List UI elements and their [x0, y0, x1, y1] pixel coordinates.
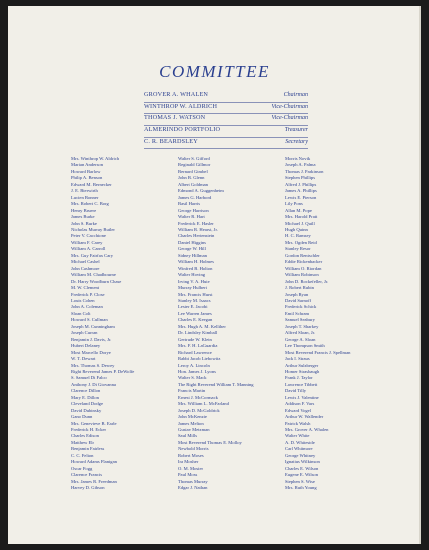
member-name: Basil Harris — [178, 201, 201, 207]
member-name: M. W. Clement — [71, 285, 100, 291]
member-name: Joseph A. Palma — [285, 162, 316, 168]
member-name: Mrs. James R. Freedman — [71, 478, 117, 484]
member-name: Most Reverend Francis J. Spellman — [285, 349, 351, 355]
member-name: Leroy A. Lincoln — [178, 362, 210, 368]
officer-role: Secretary — [285, 138, 308, 145]
member-name: Homer Strasbaugh — [285, 368, 320, 374]
member-name: Gordon Rentschler — [285, 252, 320, 258]
member-name: Walter Hoving — [178, 272, 206, 278]
member-name: Thomas Murray — [178, 478, 208, 484]
officer-row — [144, 103, 308, 115]
member-name: Right Reverend James P. DeWolfe — [71, 368, 135, 374]
member-name: Dr. Lindsley Kimball — [178, 330, 218, 336]
officer-row — [144, 126, 308, 138]
member-name: Thomas J. Parkinson — [285, 168, 324, 174]
member-name: Jack I. Straus — [285, 356, 310, 362]
member-name: George A. Sloan — [285, 336, 316, 342]
member-name: Most Reverend Thomas E. Molloy — [178, 439, 242, 445]
member-name: Harvey D. Gibson — [71, 485, 105, 491]
member-name: Francis Martin — [178, 388, 206, 394]
members-column-2 — [178, 156, 298, 492]
member-name: George Harrison — [178, 207, 209, 213]
member-name: Hugh Quinn — [285, 226, 308, 232]
member-name: Walter S. Gifford — [178, 156, 210, 161]
member-name: S. Samuel Di Falco — [71, 375, 107, 381]
member-name: Oscar Fogg — [71, 465, 93, 471]
member-name: H. C. Ramsey — [285, 233, 311, 239]
member-name: Frederick P. Close — [71, 291, 105, 297]
member-name: O. M. Mosier — [178, 465, 204, 471]
member-name: Howard Barlow — [71, 168, 101, 174]
officer-name: C. R. BEARDSLEY — [144, 137, 198, 145]
member-name: Mrs. Francis Hurst — [178, 291, 213, 297]
member-name: Charles Hertenstein — [178, 233, 215, 239]
member-name: A. D. Whiteside — [285, 439, 315, 445]
member-name: Mrs. Hugh A. M. Kelliher — [178, 323, 226, 329]
member-name: Allan M. Pope — [285, 207, 312, 213]
member-name: David Sarnoff — [285, 297, 312, 303]
member-name: Mrs. Thomas S. Dewey — [71, 362, 115, 368]
member-name: Lee Thompson Smith — [285, 343, 325, 349]
member-name: Michael J. Quill — [285, 220, 315, 226]
member-name: Gustav Metzman — [178, 427, 210, 433]
member-name: Mrs. Winthrop W. Aldrich — [71, 156, 120, 161]
member-name: George W. Hill — [178, 246, 206, 252]
member-name: Charles E. Keegan — [178, 317, 213, 323]
member-name: Philip A. Benson — [71, 175, 103, 181]
member-name: William R. Hearst, Jr. — [178, 226, 218, 232]
member-name: Arthur W. Wallender — [285, 414, 324, 420]
member-name: Clarence Dillon — [71, 388, 101, 394]
officer-name: GROVER A. WHALEN — [144, 91, 209, 98]
member-name: Sloan Colt — [71, 310, 91, 316]
members-column-1 — [71, 156, 191, 492]
members-column-3 — [285, 156, 405, 492]
member-name: Dr. Harry Woodburn Chase — [71, 278, 122, 284]
member-name: Alfred Sloan, Jr. — [285, 330, 316, 336]
member-name: Matthew Elr — [71, 439, 95, 445]
member-name: Henry Bruere — [71, 207, 97, 213]
member-name: J. Robert Rubin — [285, 285, 314, 291]
member-name: Morris Novik — [285, 156, 311, 161]
member-name: Stanley M. Isaacs — [178, 297, 211, 303]
member-name: Mrs. Genevieve B. Earle — [71, 420, 117, 426]
member-name: Rabbi Jacob Liebowitz — [178, 356, 221, 362]
officer-row — [144, 138, 308, 150]
officer-name: ALMERINDO PORTFOLIO — [144, 126, 221, 134]
member-name: Anthony J. Di Giovanna — [71, 381, 116, 387]
member-name: Ignatius Wilkinson — [285, 459, 320, 465]
member-name: Saul Mills — [178, 433, 198, 439]
member-name: Irving V. A. Huie — [178, 278, 210, 284]
member-name: William A. Carroll — [71, 246, 106, 252]
member-name: Sidney Hillman — [178, 252, 207, 258]
member-name: Frederick Schick — [285, 304, 317, 310]
member-name: Eugene E. Wilson — [285, 472, 319, 478]
member-name: John S. Burke — [71, 220, 97, 226]
member-name: Cleveland Dodge — [71, 401, 104, 407]
member-name: The Right Reverend William T. Manning — [178, 381, 254, 387]
member-name: Winfred B. Holton — [178, 265, 213, 271]
member-name: Frederick H. Ecker — [71, 427, 107, 433]
member-name: John B. Glenn — [178, 175, 205, 181]
member-name: Louis Cohen — [71, 297, 95, 303]
member-name: J. E. Bierwirth — [71, 188, 98, 194]
member-name: Howard Adams Flanigan — [71, 459, 117, 465]
member-name: Walter S. Mack — [178, 375, 207, 381]
member-name: Gertrude W. Klein — [178, 336, 212, 342]
member-name: Charles Edison — [71, 433, 99, 439]
member-name: Gano Dunn — [71, 414, 93, 420]
member-name: Robert Moses — [178, 452, 204, 458]
member-name: Mary E. Dillon — [71, 394, 99, 400]
member-name: Arthur Sulzberger — [285, 362, 319, 368]
member-name: Benjamin Fairless — [71, 446, 105, 452]
member-name: Most Marcello Dorye — [71, 349, 111, 355]
member-name: Hon. James J. Lyons — [178, 368, 216, 374]
member-name: Joseph Ryan — [285, 291, 309, 297]
member-name: Howard S. Cullman — [71, 317, 108, 323]
officer-name: WINTHROP W. ALDRICH — [144, 102, 218, 110]
member-name: Marian Anderson — [71, 162, 104, 168]
member-name: Samuel Seabury — [285, 317, 315, 323]
member-name: Newbold Morris — [178, 446, 209, 452]
officers-list — [144, 91, 308, 149]
member-name: Mrs. Guy Fairfax Cary — [71, 252, 114, 258]
member-name: Charles E. Wilson — [285, 465, 319, 471]
member-name: Peter V. Cacchione — [71, 233, 106, 239]
officer-role: Vice-Chairman — [271, 103, 308, 110]
member-name: Albert Goldman — [178, 181, 208, 187]
member-name: W. T. Dewart — [71, 356, 96, 362]
member-name: Lucien Bonner — [71, 194, 99, 200]
member-name: Eddie Rickenbacker — [285, 259, 323, 265]
member-name: Mrs. F. H. LaGuardia — [178, 343, 218, 349]
officer-role: Vice-Chairman — [271, 115, 308, 122]
member-name: John Cashmore — [71, 265, 100, 271]
member-name: John McKenzie — [178, 414, 207, 420]
member-name: Hubert Delaney — [71, 343, 101, 349]
member-name: Lily Pons — [285, 201, 303, 207]
member-name: Edward M. Bernecker — [71, 181, 112, 187]
member-name: William Robinson — [285, 272, 319, 278]
member-name: Mrs. Grover A. Whalen — [285, 427, 329, 433]
member-name: James Burke — [71, 214, 95, 220]
committee-heading: COMMITTEE — [159, 62, 270, 81]
member-name: David Dubinsky — [71, 407, 102, 413]
member-name: William F. Carey — [71, 239, 103, 245]
member-name: James Melton — [178, 420, 204, 426]
member-name: Mrs. Ruth Young — [285, 485, 317, 491]
member-name: Clarence Francis — [71, 472, 102, 478]
member-name: Walter R. Hart — [178, 214, 205, 220]
member-name: William O. Riordan — [285, 265, 322, 271]
member-name: Mrs. Ogden Reid — [285, 239, 317, 245]
member-name: Ira Mosher — [178, 459, 199, 465]
member-name: Edward Vogel — [285, 407, 311, 413]
officer-row — [144, 114, 308, 126]
member-name: Bernard Gimbel — [178, 168, 208, 174]
page-edge — [419, 6, 421, 544]
member-name: Addison F. Vars — [285, 401, 315, 407]
member-name: Joseph D. McGoldrick — [178, 407, 220, 413]
member-name: Reginald Gillmor — [178, 162, 211, 168]
member-name: James G. Harbord — [178, 194, 212, 200]
member-name: Nicholas Murray Butler — [71, 226, 115, 232]
member-name: C. C. Felton — [71, 452, 94, 458]
member-name: George Whitney — [285, 452, 316, 458]
officer-name: THOMAS J. WATSON — [144, 114, 206, 122]
officer-row — [144, 91, 308, 103]
member-name: Mrs. William L. McFarland — [178, 401, 229, 407]
member-name: John D. Rockefeller, Jr. — [285, 278, 329, 284]
member-name: Edgar J. Nathan — [178, 485, 208, 491]
member-name: Frank J. Taylor — [285, 375, 313, 381]
member-name: Paul Moss — [178, 472, 198, 478]
member-name: Ernest J. McCormack — [178, 394, 218, 400]
member-name: Walter White — [285, 433, 310, 439]
member-name: Stephen S. Wise — [285, 478, 315, 484]
member-name: Frederick E. Hasler — [178, 220, 214, 226]
member-name: Daniel Higgins — [178, 239, 206, 245]
member-name: Mrs. Robert C. Borg — [71, 201, 109, 207]
member-name: Lee Warren James — [178, 310, 212, 316]
member-name: Joseph Curran — [71, 330, 98, 336]
member-name: Stephen Phillips — [285, 175, 315, 181]
member-name: John A. Coleman — [71, 304, 103, 310]
member-name: Emil Schram — [285, 310, 310, 316]
member-name: Michael Cashel — [71, 259, 100, 265]
member-name: Edmond A. Guggenheim — [178, 188, 224, 194]
member-name: Murray Hulbert — [178, 285, 207, 291]
member-name: James A. Phillips — [285, 188, 317, 194]
member-name: David Tilly — [285, 388, 307, 394]
member-name: Joseph T. Sharkey — [285, 323, 319, 329]
member-name: Lewis E. Pierson — [285, 194, 317, 200]
member-name: Lester E. Jacobi — [178, 304, 208, 310]
officer-role: Treasurer — [284, 127, 308, 134]
member-name: Mrs. Harold Pratt — [285, 214, 318, 220]
member-name: Lewis J. Valentine — [285, 394, 319, 400]
officer-role: Chairman — [283, 92, 308, 98]
member-name: Joseph M. Cunningham — [71, 323, 115, 329]
member-name: Richard Lawrence — [178, 349, 212, 355]
member-name: Carl Whitmore — [285, 446, 313, 452]
member-name: Patrick Walsh — [285, 420, 311, 426]
member-name: Alfred J. Phillips — [285, 181, 317, 187]
member-name: Stanley Resor — [285, 246, 311, 252]
member-name: William M. Chadbourne — [71, 272, 116, 278]
member-name: Benjamin J. Davis, Jr. — [71, 336, 112, 342]
member-name: William H. Holmes — [178, 259, 214, 265]
program-page — [8, 6, 421, 544]
member-name: Lawrence Tibbett — [285, 381, 318, 387]
